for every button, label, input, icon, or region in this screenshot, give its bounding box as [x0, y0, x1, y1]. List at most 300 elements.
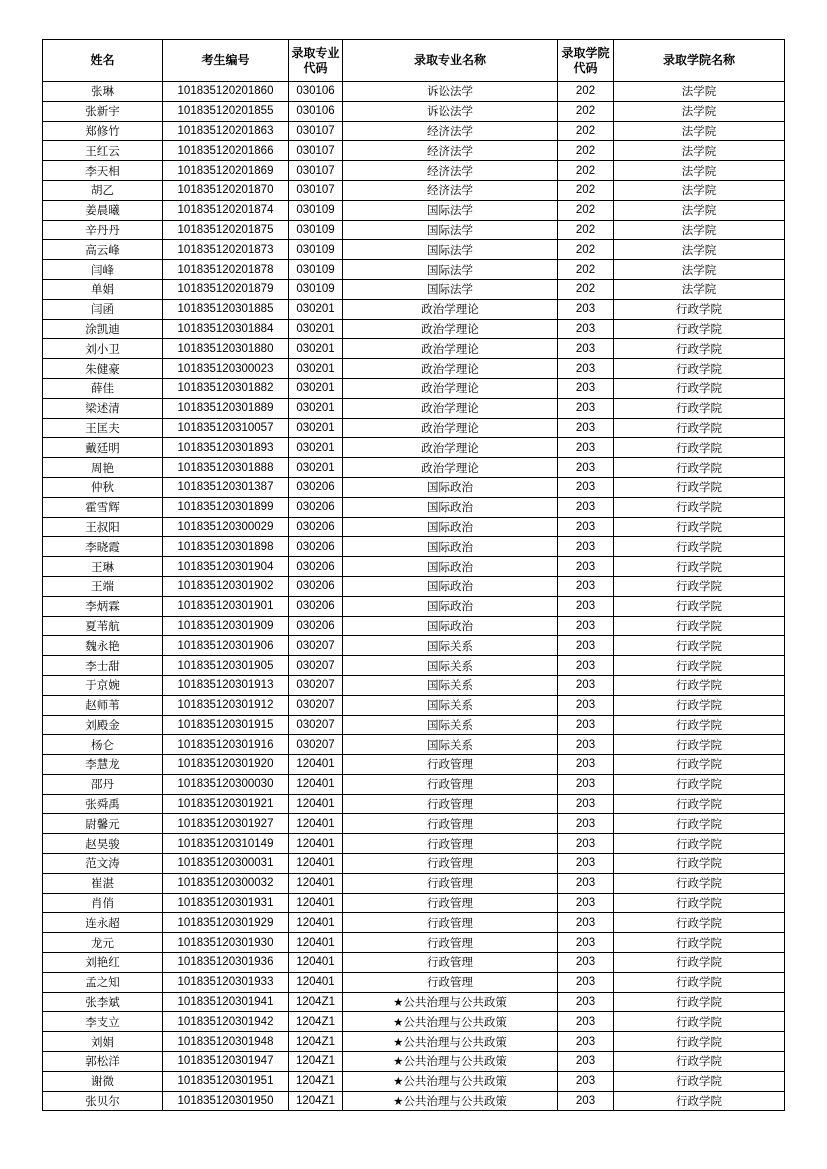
- cell-major-name: 行政管理: [343, 774, 558, 794]
- table-row: [43, 418, 785, 438]
- cell-major-code: 030206: [289, 557, 343, 577]
- cell-college-code: 203: [558, 854, 614, 874]
- cell-college-name: 法学院: [614, 240, 785, 260]
- cell-major-name: 行政管理: [343, 755, 558, 775]
- cell-college-name: 行政学院: [614, 378, 785, 398]
- cell-college-code: 202: [558, 82, 614, 102]
- table-row: [43, 596, 785, 616]
- cell-major-name: 国际关系: [343, 695, 558, 715]
- table-row: [43, 517, 785, 537]
- cell-college-name: 行政学院: [614, 339, 785, 359]
- cell-major-name: 国际关系: [343, 735, 558, 755]
- cell-college-name: 行政学院: [614, 755, 785, 775]
- cell-name: 刘娟: [43, 1032, 163, 1052]
- cell-college-code: 203: [558, 695, 614, 715]
- table-row: [43, 794, 785, 814]
- table-row: [43, 576, 785, 596]
- cell-major-code: 030201: [289, 378, 343, 398]
- cell-college-code: 203: [558, 992, 614, 1012]
- cell-major-code: 030207: [289, 735, 343, 755]
- cell-college-name: 行政学院: [614, 319, 785, 339]
- cell-major-code: 030109: [289, 200, 343, 220]
- cell-name: 王叔阳: [43, 517, 163, 537]
- cell-college-name: 行政学院: [614, 972, 785, 992]
- cell-major-name: 国际法学: [343, 260, 558, 280]
- cell-major-code: 030201: [289, 359, 343, 379]
- cell-name: 王匡夫: [43, 418, 163, 438]
- cell-college-code: 203: [558, 1052, 614, 1072]
- cell-college-name: 行政学院: [614, 834, 785, 854]
- table-row: [43, 458, 785, 478]
- cell-major-code: 1204Z1: [289, 1032, 343, 1052]
- cell-college-name: 行政学院: [614, 1071, 785, 1091]
- cell-name: 张琳: [43, 82, 163, 102]
- cell-exam-id: 101835120201866: [163, 141, 289, 161]
- cell-exam-id: 101835120301920: [163, 755, 289, 775]
- cell-major-name: 国际关系: [343, 636, 558, 656]
- cell-college-code: 203: [558, 398, 614, 418]
- table-row: [43, 477, 785, 497]
- cell-major-name: 政治学理论: [343, 378, 558, 398]
- header-major-code: 录取专业代码: [289, 40, 343, 82]
- cell-exam-id: 101835120300031: [163, 854, 289, 874]
- cell-major-code: 120401: [289, 854, 343, 874]
- cell-college-name: 行政学院: [614, 458, 785, 478]
- cell-college-code: 203: [558, 477, 614, 497]
- cell-major-code: 120401: [289, 873, 343, 893]
- cell-exam-id: 101835120301885: [163, 299, 289, 319]
- cell-college-code: 203: [558, 418, 614, 438]
- cell-major-name: 政治学理论: [343, 359, 558, 379]
- cell-college-code: 203: [558, 458, 614, 478]
- cell-exam-id: 101835120301929: [163, 913, 289, 933]
- table-row: [43, 438, 785, 458]
- cell-college-code: 203: [558, 1071, 614, 1091]
- cell-major-name: 政治学理论: [343, 418, 558, 438]
- cell-major-name: 国际法学: [343, 240, 558, 260]
- cell-name: 闫峰: [43, 260, 163, 280]
- cell-major-name: 国际政治: [343, 517, 558, 537]
- table-row: [43, 893, 785, 913]
- table-row: [43, 992, 785, 1012]
- cell-major-code: 030201: [289, 339, 343, 359]
- cell-exam-id: 101835120201875: [163, 220, 289, 240]
- cell-major-name: 国际关系: [343, 675, 558, 695]
- cell-major-code: 030201: [289, 299, 343, 319]
- cell-college-code: 203: [558, 656, 614, 676]
- cell-college-code: 203: [558, 933, 614, 953]
- cell-name: 单娟: [43, 279, 163, 299]
- table-row: [43, 279, 785, 299]
- cell-exam-id: 101835120301880: [163, 339, 289, 359]
- cell-major-name: 国际政治: [343, 557, 558, 577]
- cell-major-code: 030207: [289, 656, 343, 676]
- cell-name: 魏永艳: [43, 636, 163, 656]
- table-row: [43, 953, 785, 973]
- cell-major-name: 国际法学: [343, 279, 558, 299]
- cell-college-name: 行政学院: [614, 477, 785, 497]
- cell-college-name: 行政学院: [614, 873, 785, 893]
- cell-major-code: 1204Z1: [289, 992, 343, 1012]
- cell-exam-id: 101835120300029: [163, 517, 289, 537]
- cell-college-code: 203: [558, 517, 614, 537]
- cell-college-code: 203: [558, 378, 614, 398]
- cell-major-code: 1204Z1: [289, 1091, 343, 1111]
- cell-college-code: 202: [558, 121, 614, 141]
- cell-college-name: 行政学院: [614, 438, 785, 458]
- cell-exam-id: 101835120201879: [163, 279, 289, 299]
- cell-college-name: 法学院: [614, 82, 785, 102]
- cell-college-name: 行政学院: [614, 299, 785, 319]
- cell-name: 闫函: [43, 299, 163, 319]
- cell-name: 范文涛: [43, 854, 163, 874]
- cell-exam-id: 101835120201860: [163, 82, 289, 102]
- cell-major-code: 120401: [289, 913, 343, 933]
- cell-name: 高云峰: [43, 240, 163, 260]
- cell-exam-id: 101835120201878: [163, 260, 289, 280]
- cell-name: 刘艳红: [43, 953, 163, 973]
- cell-college-name: 法学院: [614, 101, 785, 121]
- cell-name: 谢微: [43, 1071, 163, 1091]
- cell-exam-id: 101835120301948: [163, 1032, 289, 1052]
- cell-college-code: 203: [558, 359, 614, 379]
- table-row: [43, 834, 785, 854]
- table-body: [43, 82, 785, 1111]
- cell-college-name: 行政学院: [614, 656, 785, 676]
- cell-college-code: 203: [558, 339, 614, 359]
- table-row: [43, 1091, 785, 1111]
- cell-major-name: ★公共治理与公共政策: [343, 1052, 558, 1072]
- cell-college-code: 203: [558, 537, 614, 557]
- cell-major-name: 国际法学: [343, 200, 558, 220]
- cell-college-name: 行政学院: [614, 557, 785, 577]
- cell-college-code: 203: [558, 834, 614, 854]
- cell-name: 涂凯迪: [43, 319, 163, 339]
- cell-name: 刘殿金: [43, 715, 163, 735]
- cell-name: 李炳霖: [43, 596, 163, 616]
- cell-exam-id: 101835120301888: [163, 458, 289, 478]
- cell-college-code: 203: [558, 497, 614, 517]
- table-row: [43, 319, 785, 339]
- cell-exam-id: 101835120301882: [163, 378, 289, 398]
- cell-college-code: 203: [558, 814, 614, 834]
- cell-name: 李支立: [43, 1012, 163, 1032]
- cell-major-name: 诉讼法学: [343, 82, 558, 102]
- table-row: [43, 695, 785, 715]
- cell-college-code: 203: [558, 1012, 614, 1032]
- cell-college-code: 202: [558, 161, 614, 181]
- cell-major-name: 诉讼法学: [343, 101, 558, 121]
- cell-major-code: 030206: [289, 596, 343, 616]
- cell-major-name: 国际关系: [343, 715, 558, 735]
- cell-name: 崔湛: [43, 873, 163, 893]
- cell-major-name: ★公共治理与公共政策: [343, 1032, 558, 1052]
- cell-college-code: 202: [558, 260, 614, 280]
- cell-name: 梁述清: [43, 398, 163, 418]
- cell-college-code: 203: [558, 893, 614, 913]
- cell-college-code: 203: [558, 794, 614, 814]
- cell-major-name: ★公共治理与公共政策: [343, 1091, 558, 1111]
- cell-name: 李天相: [43, 161, 163, 181]
- cell-major-code: 030107: [289, 141, 343, 161]
- cell-college-name: 法学院: [614, 200, 785, 220]
- cell-exam-id: 101835120301915: [163, 715, 289, 735]
- cell-college-name: 法学院: [614, 121, 785, 141]
- cell-college-code: 203: [558, 913, 614, 933]
- table-row: [43, 616, 785, 636]
- cell-major-code: 030206: [289, 517, 343, 537]
- cell-exam-id: 101835120301936: [163, 953, 289, 973]
- cell-exam-id: 101835120301947: [163, 1052, 289, 1072]
- cell-name: 尉馨元: [43, 814, 163, 834]
- cell-major-code: 1204Z1: [289, 1052, 343, 1072]
- cell-major-code: 030206: [289, 537, 343, 557]
- table-row: [43, 715, 785, 735]
- cell-college-code: 203: [558, 972, 614, 992]
- cell-college-code: 203: [558, 774, 614, 794]
- header-major-name: 录取专业名称: [343, 40, 558, 82]
- cell-name: 戴廷明: [43, 438, 163, 458]
- cell-major-name: 行政管理: [343, 893, 558, 913]
- cell-college-name: 行政学院: [614, 418, 785, 438]
- cell-name: 杨仑: [43, 735, 163, 755]
- cell-major-code: 030207: [289, 715, 343, 735]
- cell-college-name: 行政学院: [614, 616, 785, 636]
- cell-exam-id: 101835120310149: [163, 834, 289, 854]
- cell-exam-id: 101835120300030: [163, 774, 289, 794]
- table-row: [43, 161, 785, 181]
- cell-college-name: 行政学院: [614, 636, 785, 656]
- cell-college-name: 行政学院: [614, 398, 785, 418]
- table-row: [43, 814, 785, 834]
- table-row: [43, 656, 785, 676]
- cell-major-code: 030207: [289, 636, 343, 656]
- cell-college-code: 203: [558, 596, 614, 616]
- cell-major-code: 030207: [289, 695, 343, 715]
- cell-major-code: 120401: [289, 933, 343, 953]
- cell-name: 夏苇航: [43, 616, 163, 636]
- cell-college-name: 行政学院: [614, 576, 785, 596]
- cell-major-code: 120401: [289, 755, 343, 775]
- cell-exam-id: 101835120301899: [163, 497, 289, 517]
- cell-exam-id: 101835120301904: [163, 557, 289, 577]
- cell-name: 郭松洋: [43, 1052, 163, 1072]
- cell-college-name: 行政学院: [614, 814, 785, 834]
- cell-college-code: 203: [558, 319, 614, 339]
- table-row: [43, 339, 785, 359]
- table-row: [43, 260, 785, 280]
- table-row: [43, 873, 785, 893]
- cell-major-code: 030109: [289, 260, 343, 280]
- header-college-code: 录取学院代码: [558, 40, 614, 82]
- table-row: [43, 1052, 785, 1072]
- cell-name: 张李斌: [43, 992, 163, 1012]
- cell-college-name: 法学院: [614, 279, 785, 299]
- table-row: [43, 101, 785, 121]
- cell-college-code: 202: [558, 240, 614, 260]
- cell-major-code: 030207: [289, 675, 343, 695]
- cell-major-code: 030206: [289, 477, 343, 497]
- cell-college-code: 203: [558, 715, 614, 735]
- table-row: [43, 675, 785, 695]
- cell-name: 赵师苇: [43, 695, 163, 715]
- cell-major-name: 国际政治: [343, 616, 558, 636]
- table-row: [43, 121, 785, 141]
- cell-major-name: 经济法学: [343, 161, 558, 181]
- cell-college-code: 203: [558, 438, 614, 458]
- cell-exam-id: 101835120301941: [163, 992, 289, 1012]
- cell-major-name: 政治学理论: [343, 438, 558, 458]
- cell-name: 王端: [43, 576, 163, 596]
- table-row: [43, 755, 785, 775]
- cell-college-name: 行政学院: [614, 537, 785, 557]
- cell-college-name: 行政学院: [614, 794, 785, 814]
- cell-major-code: 120401: [289, 893, 343, 913]
- cell-exam-id: 101835120300032: [163, 873, 289, 893]
- cell-major-name: 行政管理: [343, 933, 558, 953]
- cell-major-name: 行政管理: [343, 814, 558, 834]
- cell-college-name: 行政学院: [614, 715, 785, 735]
- cell-major-name: 行政管理: [343, 913, 558, 933]
- cell-college-code: 202: [558, 180, 614, 200]
- cell-major-name: 经济法学: [343, 141, 558, 161]
- cell-exam-id: 101835120301898: [163, 537, 289, 557]
- cell-name: 张新宇: [43, 101, 163, 121]
- cell-major-name: 行政管理: [343, 834, 558, 854]
- cell-name: 薛佳: [43, 378, 163, 398]
- cell-name: 肖俏: [43, 893, 163, 913]
- cell-exam-id: 101835120301889: [163, 398, 289, 418]
- cell-major-name: 政治学理论: [343, 339, 558, 359]
- cell-college-name: 法学院: [614, 141, 785, 161]
- cell-name: 连永超: [43, 913, 163, 933]
- table-row: [43, 913, 785, 933]
- cell-college-name: 行政学院: [614, 1032, 785, 1052]
- cell-college-code: 203: [558, 616, 614, 636]
- cell-major-name: 经济法学: [343, 180, 558, 200]
- cell-college-name: 行政学院: [614, 675, 785, 695]
- cell-college-code: 203: [558, 873, 614, 893]
- header-college-name: 录取学院名称: [614, 40, 785, 82]
- cell-exam-id: 101835120201855: [163, 101, 289, 121]
- cell-college-code: 202: [558, 101, 614, 121]
- cell-college-name: 行政学院: [614, 1012, 785, 1032]
- cell-major-name: 政治学理论: [343, 299, 558, 319]
- cell-college-code: 203: [558, 636, 614, 656]
- cell-major-code: 030201: [289, 458, 343, 478]
- cell-major-code: 030109: [289, 240, 343, 260]
- cell-major-name: 国际政治: [343, 537, 558, 557]
- cell-name: 仲秋: [43, 477, 163, 497]
- cell-major-code: 120401: [289, 794, 343, 814]
- cell-college-name: 行政学院: [614, 1091, 785, 1111]
- table-row: [43, 1071, 785, 1091]
- cell-exam-id: 101835120201870: [163, 180, 289, 200]
- cell-exam-id: 101835120301912: [163, 695, 289, 715]
- cell-major-name: 国际关系: [343, 656, 558, 676]
- cell-college-name: 行政学院: [614, 854, 785, 874]
- cell-major-code: 030106: [289, 101, 343, 121]
- cell-major-code: 030109: [289, 279, 343, 299]
- cell-major-code: 030107: [289, 121, 343, 141]
- cell-exam-id: 101835120301951: [163, 1071, 289, 1091]
- cell-exam-id: 101835120201873: [163, 240, 289, 260]
- cell-major-code: 1204Z1: [289, 1012, 343, 1032]
- cell-college-name: 法学院: [614, 260, 785, 280]
- cell-exam-id: 101835120301387: [163, 477, 289, 497]
- cell-name: 孟之知: [43, 972, 163, 992]
- cell-college-code: 203: [558, 1091, 614, 1111]
- cell-major-name: ★公共治理与公共政策: [343, 1071, 558, 1091]
- cell-major-name: 国际政治: [343, 477, 558, 497]
- cell-college-code: 203: [558, 557, 614, 577]
- cell-college-code: 203: [558, 1032, 614, 1052]
- cell-college-code: 203: [558, 735, 614, 755]
- cell-major-name: 国际政治: [343, 576, 558, 596]
- cell-exam-id: 101835120301906: [163, 636, 289, 656]
- cell-name: 郑修竹: [43, 121, 163, 141]
- cell-major-code: 120401: [289, 953, 343, 973]
- table-row: [43, 774, 785, 794]
- cell-name: 赵昊骏: [43, 834, 163, 854]
- cell-major-code: 030206: [289, 497, 343, 517]
- header-name: 姓名: [43, 40, 163, 82]
- cell-exam-id: 101835120301902: [163, 576, 289, 596]
- cell-major-code: 030109: [289, 220, 343, 240]
- table-row: [43, 82, 785, 102]
- table-row: [43, 240, 785, 260]
- cell-major-name: 政治学理论: [343, 398, 558, 418]
- cell-exam-id: 101835120300023: [163, 359, 289, 379]
- cell-exam-id: 101835120201874: [163, 200, 289, 220]
- cell-college-name: 法学院: [614, 161, 785, 181]
- table-row: [43, 359, 785, 379]
- cell-major-code: 030206: [289, 576, 343, 596]
- cell-major-code: 120401: [289, 774, 343, 794]
- cell-name: 朱健豪: [43, 359, 163, 379]
- cell-exam-id: 101835120301909: [163, 616, 289, 636]
- cell-exam-id: 101835120301927: [163, 814, 289, 834]
- cell-college-code: 203: [558, 576, 614, 596]
- cell-exam-id: 101835120301942: [163, 1012, 289, 1032]
- cell-college-code: 203: [558, 755, 614, 775]
- cell-exam-id: 101835120201863: [163, 121, 289, 141]
- cell-name: 李慧龙: [43, 755, 163, 775]
- table-row: [43, 220, 785, 240]
- cell-exam-id: 101835120301884: [163, 319, 289, 339]
- table-row: [43, 537, 785, 557]
- cell-major-code: 030206: [289, 616, 343, 636]
- header-exam-id: 考生编号: [163, 40, 289, 82]
- cell-college-name: 行政学院: [614, 933, 785, 953]
- cell-major-code: 1204Z1: [289, 1071, 343, 1091]
- cell-name: 辛丹丹: [43, 220, 163, 240]
- cell-major-name: 行政管理: [343, 794, 558, 814]
- table-row: [43, 141, 785, 161]
- cell-major-name: 国际政治: [343, 596, 558, 616]
- cell-major-code: 120401: [289, 834, 343, 854]
- cell-major-name: 国际法学: [343, 220, 558, 240]
- cell-college-name: 行政学院: [614, 695, 785, 715]
- cell-name: 霍雪辉: [43, 497, 163, 517]
- table-row: [43, 180, 785, 200]
- cell-college-code: 203: [558, 299, 614, 319]
- cell-major-code: 030201: [289, 319, 343, 339]
- cell-name: 胡乙: [43, 180, 163, 200]
- cell-major-code: 120401: [289, 814, 343, 834]
- cell-name: 王红云: [43, 141, 163, 161]
- cell-exam-id: 101835120201869: [163, 161, 289, 181]
